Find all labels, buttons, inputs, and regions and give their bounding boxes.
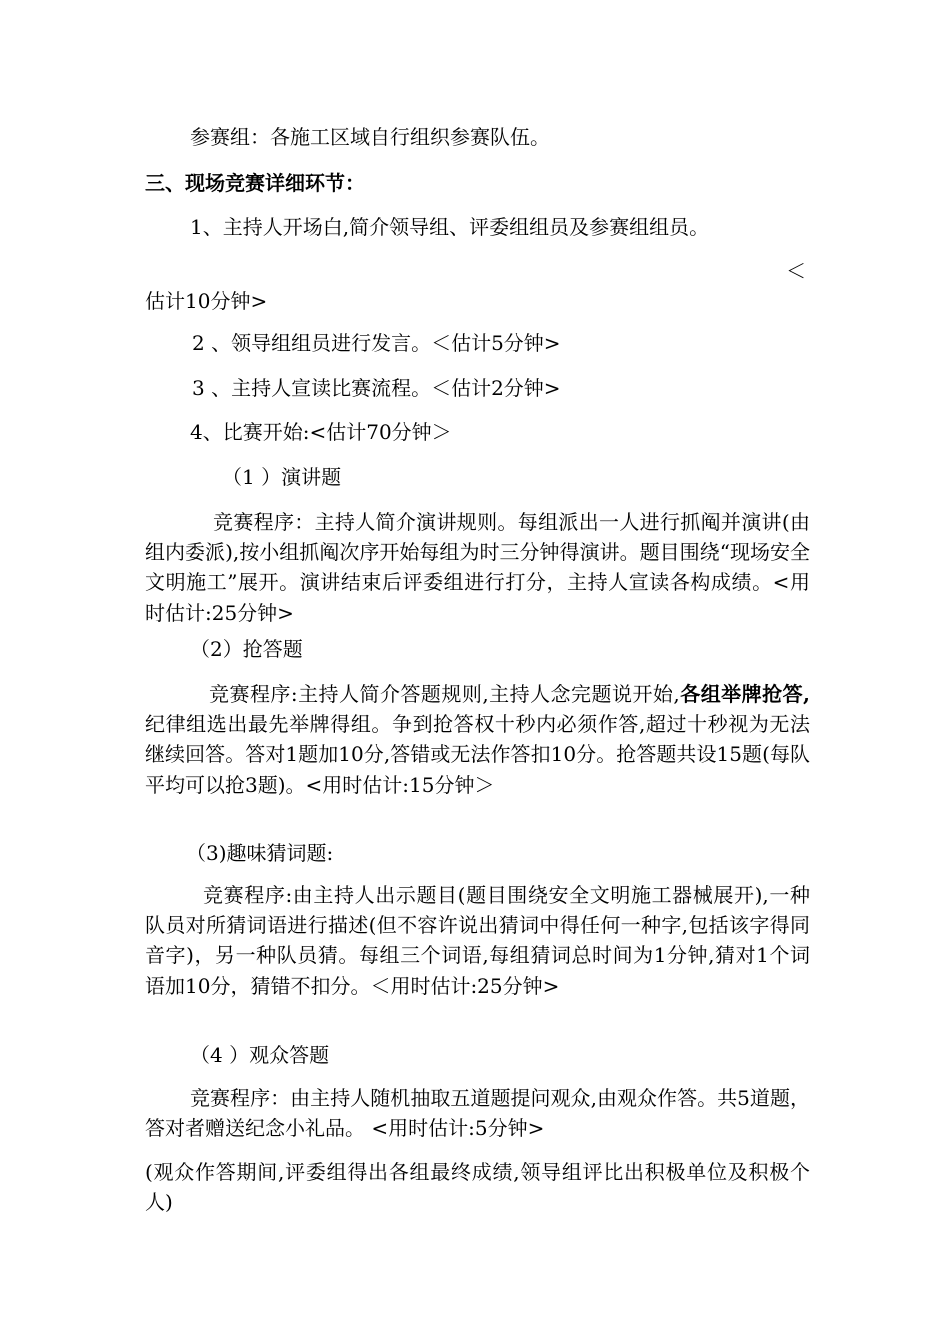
item-4-title: （4 ）观众答题 [190, 1043, 330, 1067]
item-1-body: 竞赛程序：主持人简介演讲规则。每组派出一人进行抓阄并演讲(由组内委派),按小组抓阄次序开始每组为时三分钟得演讲。题目围绕“现场安全文明施工”展开。演讲结束后评委组进行打分，主持人宣读各构成绩。<用时估计:25分钟> [145, 510, 810, 625]
step-2-text: 2 、领导组组员进行发言。＜估计5分钟> [192, 331, 561, 355]
step-1-text: 1、主持人开场白,简介领导组、评委组组员及参赛组组员。 [190, 215, 710, 239]
closing-note: (观众作答期间,评委组得出各组最终成绩,领导组评比出积极单位及积极个人) [145, 1160, 810, 1215]
step-1-time-open: ＜ [786, 259, 806, 283]
item-1-title: （1 ）演讲题 [222, 465, 342, 489]
item-3-title: （3)趣味猜词题: [186, 841, 334, 865]
item-2-body-bold: 各组举牌抢答, [679, 682, 811, 706]
item-2-title: （2）抢答题 [190, 637, 303, 661]
item-4-body: 竞赛程序：由主持人随机抽取五道题提问观众,由观众作答。共5道题，答对者赠送纪念小礼品。 <用时估计:5分钟> [145, 1086, 810, 1141]
participants-line: 参赛组：各施工区域自行组织参赛队伍。 [190, 125, 550, 149]
step-3-text: 3 、主持人宣读比赛流程。＜估计2分钟> [192, 376, 561, 400]
step-4-text: 4、比赛开始:<估计70分钟＞ [190, 420, 452, 444]
section-heading: 三、现场竞赛详细环节： [145, 171, 365, 195]
item-2-body-after: 纪律组选出最先举牌得组。争到抢答权十秒内必须作答,超过十秒视为无法继续回答。答对1题加10分,答错或无法作答扣10分。抢答题共设15题(每队平均可以抢3题)。<用时估计:15分钟＞ [145, 712, 810, 797]
step-1-time-rest: 估计10分钟> [145, 289, 268, 313]
item-2-body-before: 竞赛程序:主持人简介答题规则,主持人念完题说开始, [209, 682, 680, 706]
item-2-body [145, 679, 810, 800]
item-3-body: 竞赛程序:由主持人出示题目(题目围绕安全文明施工器械展开),一种队员对所猜词语进行描述(但不容许说出猜词中得任何一种字,包括该字得同音字)，另一种队员猜。每组三个词语,每组猜词总时间为1分钟,猜对1个词语加10分，猜错不扣分。＜用时估计:25分钟> [145, 883, 810, 998]
